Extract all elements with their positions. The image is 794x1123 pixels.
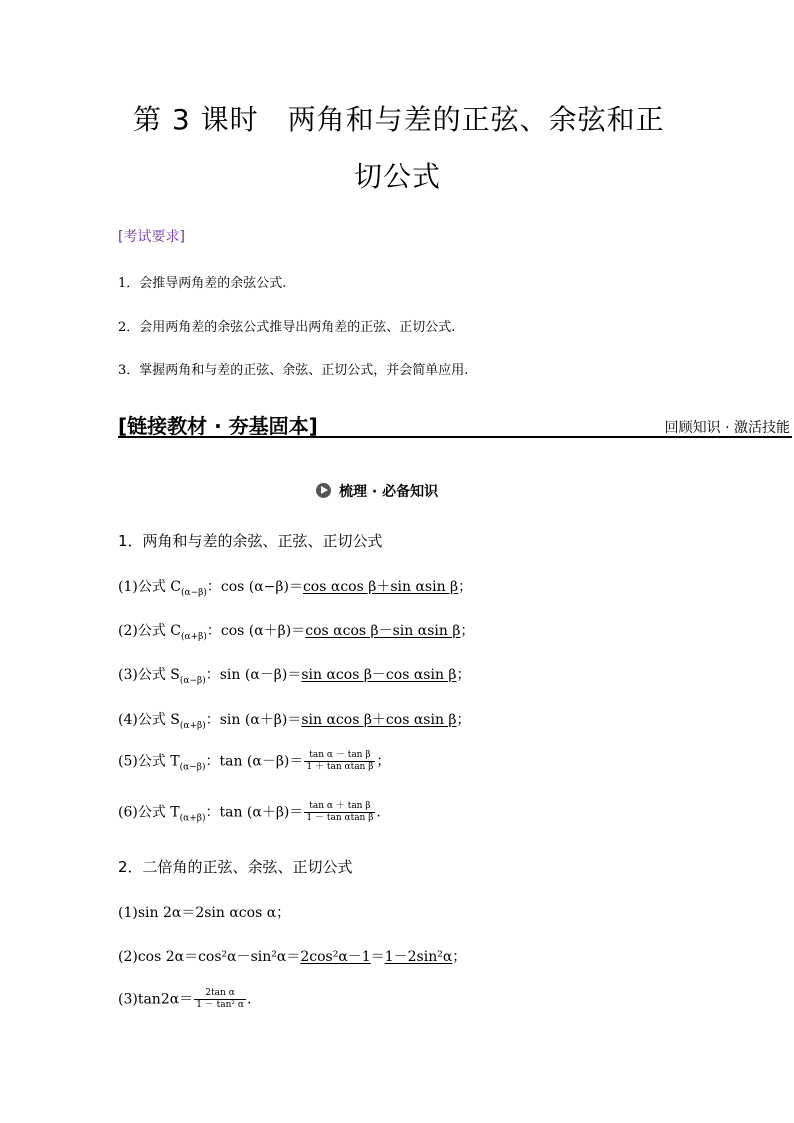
requirement-item-3: 3．掌握两角和与差的正弦、余弦、正切公式，并会简单应用.: [118, 363, 469, 378]
section-title: [链接教材 · 夯基固本]: [118, 414, 318, 438]
double-angle-cos: (2)cos 2α＝cos²α－sin²α＝2cos²α－1＝1－2sin²α；: [118, 949, 467, 965]
subheading: [316, 481, 438, 501]
fraction: $\frac{\text{tan α － tan β}}{\text{1 ＋ tan αtan β}}$: [306, 750, 374, 772]
double-angle-sin: (1)sin 2α＝2sin αcos α；: [118, 905, 291, 921]
requirement-item-2: 2．会用两角差的余弦公式推导出两角差的正弦、正切公式.: [118, 320, 456, 335]
formula-3: (3)公式 $S_{(\alpha-\beta)}$：sin (α－β)＝sin αcos β－cos αsin β；: [118, 667, 471, 686]
formula-2: (2)公式 $C_{(\alpha+\beta)}$：cos (α＋β)＝cos αcos β－sin αsin β；: [118, 623, 475, 642]
exam-requirements-tag: [考试要求]: [118, 229, 185, 245]
page-title-line1: 第 3 课时 两角和与差的正弦、余弦和正: [133, 103, 665, 136]
formula-6: (6)公式 $T_{(\alpha+\beta)}$：tan (α＋β)＝ $\frac{\text{tan α ＋ tan β}}{\text{1 － tan αtan β}}$ .: [118, 801, 381, 824]
subheading-text: 梳理 · 必备知识: [339, 484, 439, 500]
formula-5: (5)公式 $T_{(\alpha-\beta)}$：tan (α－β)＝ $\frac{\text{tan α － tan β}}{\text{1 ＋ tan αtan β}}$ ；: [118, 750, 391, 773]
formula-4: (4)公式 $S_{(\alpha+\beta)}$：sin (α＋β)＝sin αcos β＋cos αsin β；: [118, 712, 471, 731]
play-circle-icon: [316, 483, 331, 498]
fraction: $\frac{\text{2tan α}}{\text{1 － tan² α}}$: [196, 988, 244, 1010]
requirement-item-1: 1．会推导两角差的余弦公式.: [118, 276, 287, 291]
fraction: $\frac{\text{tan α ＋ tan β}}{\text{1 － tan αtan β}}$: [306, 801, 374, 823]
section-right-label: 回顾知识 · 激活技能: [664, 420, 790, 436]
section-divider: [118, 436, 792, 438]
formula-1: (1)公式 $C_{(\alpha-\beta)}$：cos (α−β)＝cos αcos β＋sin αsin β；: [118, 579, 473, 598]
part2-heading: 2．二倍角的正弦、余弦、正切公式: [118, 858, 353, 876]
page-title-line2: 切公式: [354, 160, 442, 193]
part1-heading: 1．两角和与差的余弦、正弦、正切公式: [118, 532, 383, 550]
double-angle-tan: (3)tan2α＝ $\frac{\text{2tan α}}{\text{1 － tan² α}}$ .: [118, 988, 252, 1010]
